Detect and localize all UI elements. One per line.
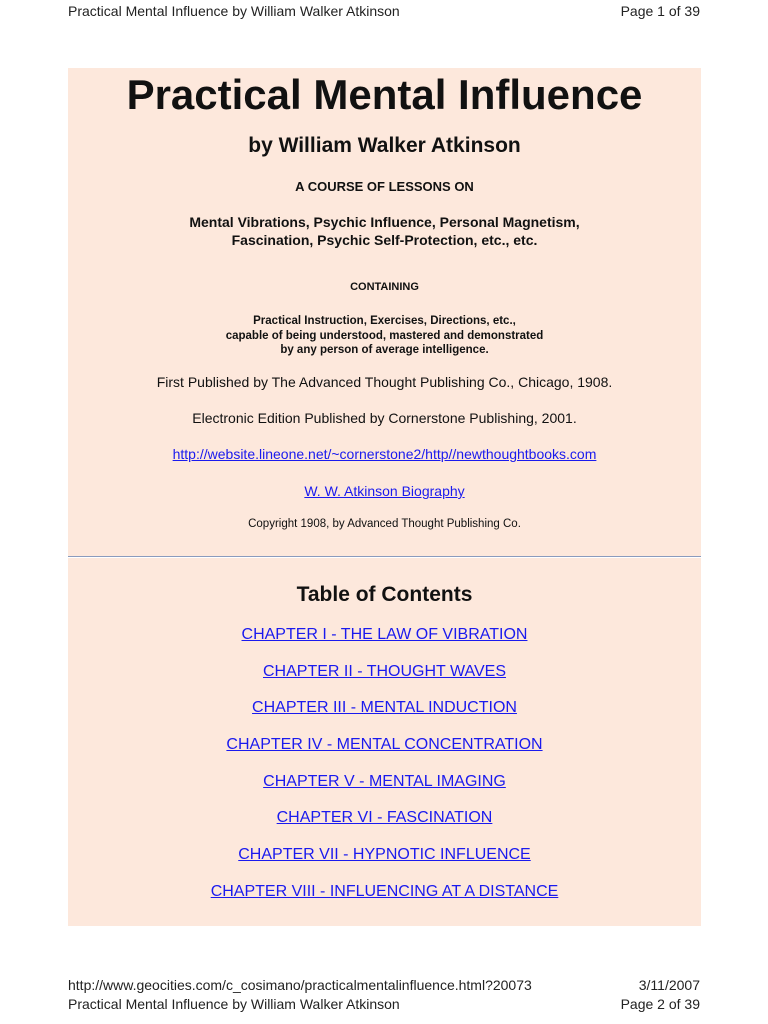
header-doc-title: Practical Mental Influence by William Walker Atkinson	[68, 3, 400, 19]
toc-row-2	[68, 663, 701, 681]
book-title: Practical Mental Influence	[126, 71, 643, 118]
copyright-text: Copyright 1908, by Advanced Thought Publishing Co.	[248, 518, 521, 530]
instruction-text	[68, 314, 701, 358]
toc-chapter-4-link[interactable]: CHAPTER IV - MENTAL CONCENTRATION	[226, 736, 543, 753]
toc-row-8	[68, 883, 701, 901]
toc-chapter-2-link[interactable]: CHAPTER II - THOUGHT WAVES	[263, 663, 506, 680]
toc-title: Table of Contents	[296, 583, 473, 606]
toc-row-4	[68, 736, 701, 754]
toc-row-3	[68, 699, 701, 717]
containing-heading: CONTAINING	[350, 281, 419, 293]
toc-chapter-8-link[interactable]: CHAPTER VIII - INFLUENCING AT A DISTANCE	[210, 883, 559, 900]
toc-panel	[68, 558, 701, 926]
section-divider	[68, 556, 701, 557]
footer-url: http://www.geocities.com/c_cosimano/practicalmentalinfluence.html?20073	[68, 977, 532, 993]
header-page-indicator: Page 1 of 39	[620, 3, 700, 19]
next-page-indicator: Page 2 of 39	[620, 996, 700, 1012]
book-author: by William Walker Atkinson	[248, 134, 521, 157]
toc-row-5	[68, 773, 701, 791]
toc-chapter-3-link[interactable]: CHAPTER III - MENTAL INDUCTION	[252, 699, 517, 716]
topics-line-1: Mental Vibrations, Psychic Influence, Personal Magnetism,	[189, 214, 580, 230]
next-page-header-title: Practical Mental Influence by William Walker Atkinson	[68, 996, 400, 1012]
topics-text	[68, 213, 701, 249]
toc-row-1	[68, 626, 701, 644]
toc-row-6	[68, 809, 701, 827]
page-header	[68, 3, 700, 21]
cover-panel	[68, 68, 701, 556]
course-heading: A COURSE OF LESSONS ON	[295, 179, 474, 194]
site-link[interactable]: http://website.lineone.net/~cornerstone2/http//newthoughtbooks.com	[172, 446, 597, 462]
toc-chapter-5-link[interactable]: CHAPTER V - MENTAL IMAGING	[263, 773, 506, 790]
toc-chapter-7-link[interactable]: CHAPTER VII - HYPNOTIC INFLUENCE	[238, 846, 531, 863]
toc-chapter-6-link[interactable]: CHAPTER VI - FASCINATION	[276, 809, 493, 826]
toc-row-7	[68, 846, 701, 864]
topics-line-2: Fascination, Psychic Self-Protection, etc., etc.	[231, 232, 538, 248]
site-link-row	[68, 446, 701, 462]
instruction-line-3: by any person of average intelligence.	[280, 344, 489, 356]
instruction-line-1: Practical Instruction, Exercises, Directions, etc.,	[253, 315, 516, 327]
instruction-line-2: capable of being understood, mastered and demonstrated	[225, 329, 544, 342]
footer-date: 3/11/2007	[638, 977, 700, 993]
electronic-edition-text: Electronic Edition Published by Cornerstone Publishing, 2001.	[192, 410, 577, 426]
bio-link-row	[68, 483, 701, 499]
toc-chapter-1-link[interactable]: CHAPTER I - THE LAW OF VIBRATION	[241, 626, 528, 643]
biography-link[interactable]: W. W. Atkinson Biography	[304, 483, 465, 499]
first-published-text: First Published by The Advanced Thought Publishing Co., Chicago, 1908.	[156, 374, 613, 390]
